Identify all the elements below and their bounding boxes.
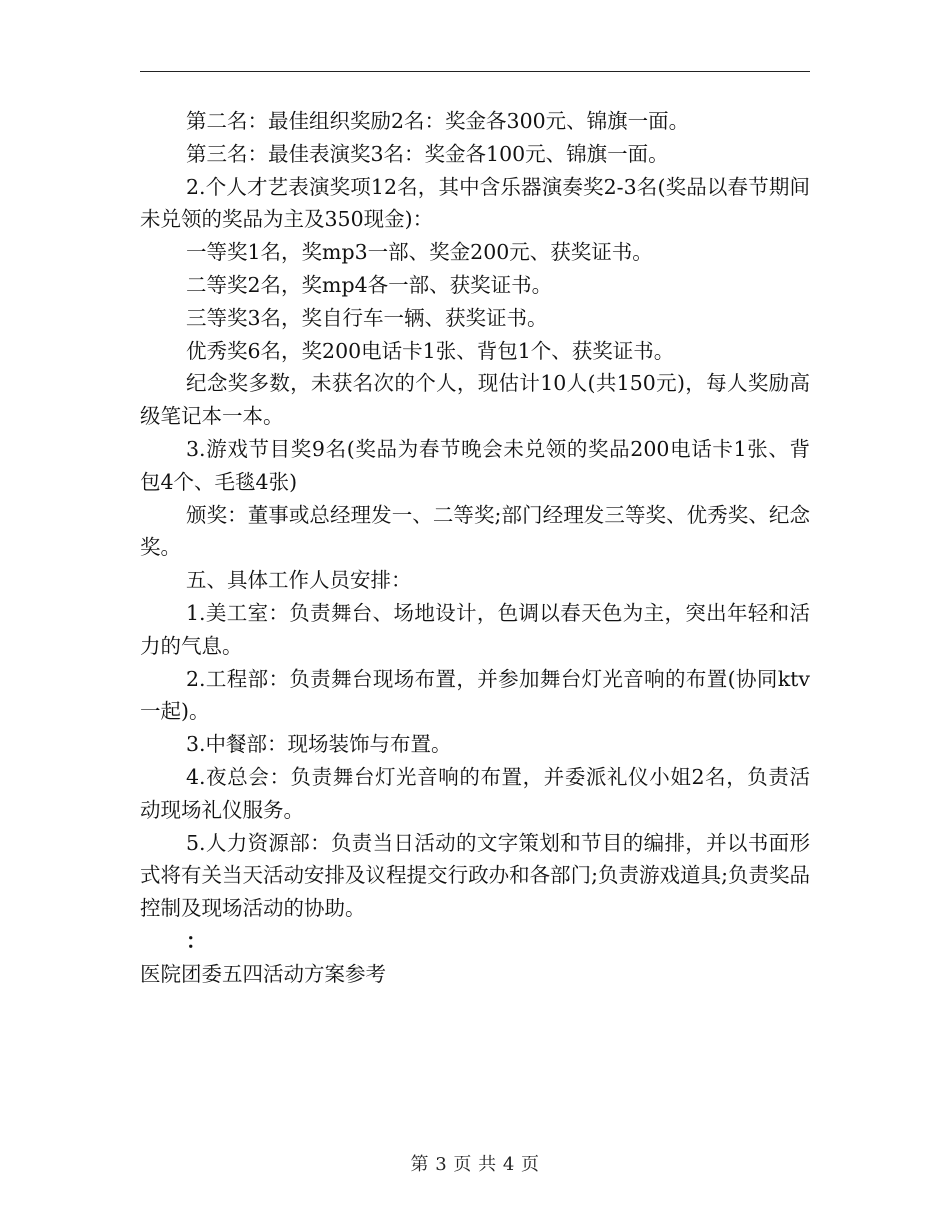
paragraph: 颁奖：董事或总经理发一、二等奖;部门经理发三等奖、优秀奖、纪念奖。 bbox=[140, 502, 810, 560]
page-footer bbox=[0, 1153, 950, 1177]
paragraph: 优秀奖6名，奖200电话卡1张、背包1个、获奖证书。 bbox=[186, 338, 675, 363]
paragraph: 二等奖2名，奖mp4各一部、获奖证书。 bbox=[186, 272, 553, 297]
paragraph: 第三名：最佳表演奖3名：奖金各100元、锦旗一面。 bbox=[186, 141, 669, 166]
paragraph: 2.工程部：负责舞台现场布置，并参加舞台灯光音响的布置(协同ktv一起)。 bbox=[140, 666, 810, 724]
paragraph: 纪念奖多数，未获名次的个人，现估计10人(共150元)，每人奖励高级笔记本一本。 bbox=[140, 371, 810, 429]
paragraph: 1.美工室：负责舞台、场地设计，色调以春天色为主，突出年轻和活力的气息。 bbox=[140, 600, 810, 658]
paragraph: 4.夜总会：负责舞台灯光音响的布置，并委派礼仪小姐2名，负责活动现场礼仪服务。 bbox=[140, 764, 810, 822]
paragraph: 2.个人才艺表演奖项12名，其中含乐器演奏奖2-3名(奖品以春节期间未兑领的奖品为主及350现金)： bbox=[140, 174, 810, 232]
document-body bbox=[140, 105, 810, 991]
paragraph: 5.人力资源部：负责当日活动的文字策划和节目的编排，并以书面形式将有关当天活动安排及议程提交行政办和各部门;负责游戏道具;负责奖品控制及现场活动的协助。 bbox=[140, 830, 810, 921]
paragraph: 三等奖3名，奖自行车一辆、获奖证书。 bbox=[186, 305, 548, 330]
colon-line: ： bbox=[186, 928, 207, 953]
header-rule bbox=[140, 71, 810, 72]
next-section-title: 医院团委五四活动方案参考 bbox=[140, 961, 386, 986]
paragraph: 3.中餐部：现场装饰与布置。 bbox=[186, 732, 452, 757]
page-number: 第 3 页 共 4 页 bbox=[410, 1154, 540, 1175]
paragraph: 3.游戏节目奖9名(奖品为春节晚会未兑领的奖品200电话卡1张、背包4个、毛毯4张) bbox=[140, 436, 810, 494]
paragraph: 一等奖1名，奖mp3一部、奖金200元、获奖证书。 bbox=[186, 240, 653, 265]
section-heading: 五、具体工作人员安排： bbox=[186, 568, 412, 593]
paragraph: 第二名：最佳组织奖励2名：奖金各300元、锦旗一面。 bbox=[186, 109, 690, 133]
